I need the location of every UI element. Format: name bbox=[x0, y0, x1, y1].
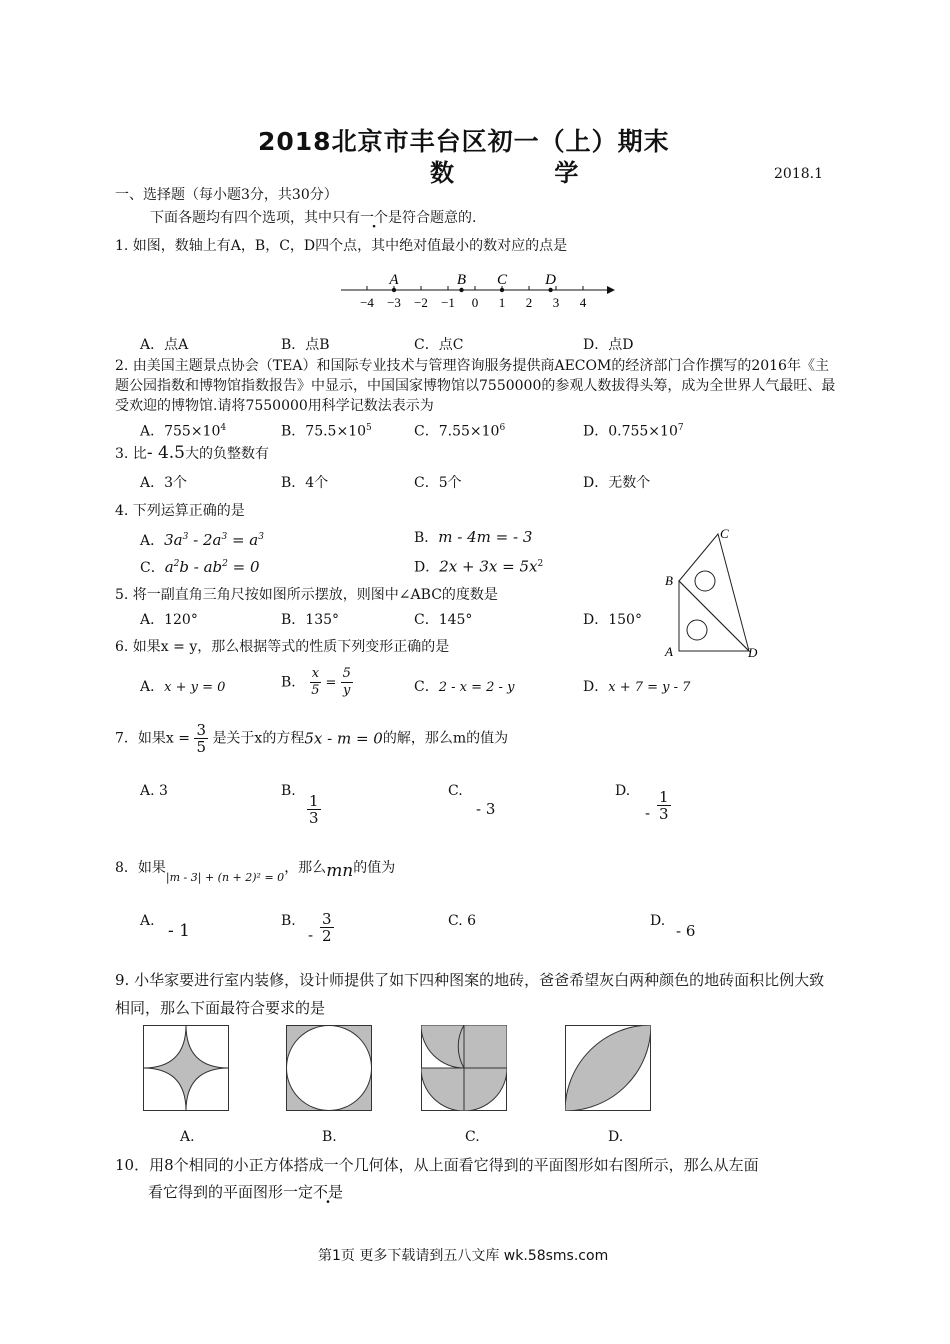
q3-option-d: D．无数个 bbox=[583, 475, 651, 491]
intro-pre: 下面各题均有四个选项，其中只有 bbox=[150, 210, 360, 226]
axis-tick-label: 2 bbox=[525, 295, 533, 310]
q5-option-c: C．145° bbox=[414, 612, 473, 628]
axis-point-d bbox=[548, 288, 552, 292]
axis-point-label: A bbox=[389, 272, 399, 288]
q2-option-c: C．$7.55\times 10^6$ bbox=[414, 423, 506, 440]
q4-expr-c: $a^2b - ab^2 = 0$ bbox=[164, 558, 260, 576]
axis-tick-label: 1 bbox=[498, 295, 506, 310]
axis-point-c bbox=[500, 288, 504, 292]
q6-option-d: D．x + 7 = y - 7 bbox=[583, 679, 691, 695]
axis-tick-label: −2 bbox=[414, 295, 428, 310]
q4-stem: 4. 下列运算正确的是 bbox=[115, 503, 245, 519]
q4-option-c: C．$a^2b - ab^2 = 0$ bbox=[140, 558, 260, 576]
label-b: B bbox=[665, 573, 673, 588]
exam-date: 2018.1 bbox=[774, 166, 823, 182]
q2-option-d: D．$0.755\times 10^7$ bbox=[583, 423, 684, 440]
q8-option-d: D. - 6 bbox=[650, 913, 696, 940]
q5-option-a: A．120° bbox=[140, 612, 198, 628]
axis-arrow-icon bbox=[607, 286, 615, 294]
q7-option-b: B. $\frac{1}{3}$ bbox=[281, 783, 319, 827]
q1-stem: 1. 如图，数轴上有A，B，C，D四个点，其中绝对值最小的数对应的点是 bbox=[115, 238, 568, 254]
page-title: 2018北京市丰台区初一（上）期末 bbox=[258, 127, 670, 156]
q9-label-b: B. bbox=[322, 1129, 337, 1145]
q6-stem: 6. 如果x = y，那么根据等式的性质下列变形正确的是 bbox=[115, 639, 450, 655]
q1-option-d: D．点D bbox=[583, 337, 634, 353]
axis-point-label: B bbox=[456, 272, 467, 288]
q9-label-a: A. bbox=[180, 1129, 195, 1145]
page-footer: 第1页 更多下载请到五八文库 wk.58sms.com bbox=[318, 1248, 609, 1264]
axis-tick-label: −1 bbox=[441, 295, 455, 310]
q6-option-a: A．x + y = 0 bbox=[140, 679, 226, 695]
q2-stem: 2. 由美国主题景点协会（TEA）和国际专业技术与管理咨询服务提供商AECOM的经济部门合作撰写的2016年《主题公园指数和博物馆指数报告》中显示，中国国家博物馆以7550000的参观人数拔得头筹，成为全世界人气最旺、最受欢迎的博物馆.请将7550000用科学记数法表示为 bbox=[115, 358, 836, 414]
axis-tick-label: −4 bbox=[360, 295, 374, 310]
q7-value-c: - 3 bbox=[476, 800, 496, 818]
q4-expr-b: m - 4m = - 3 bbox=[438, 528, 533, 546]
q4-option-d: D．$2x + 3x = 5x^2$ bbox=[414, 557, 544, 576]
section-heading: 一、选择题（每小题3分，共30分） bbox=[115, 187, 338, 203]
axis-tick-label: 4 bbox=[579, 295, 587, 310]
q4-expr-a: $3a^3 - 2a^3 = a^3$ bbox=[164, 531, 264, 549]
q3-option-c: C．5个 bbox=[414, 475, 462, 491]
axis-point-a bbox=[392, 288, 396, 292]
axis-point-label: D bbox=[545, 272, 557, 288]
q10-emphasis: 不是 bbox=[313, 1183, 344, 1201]
axis-tick-label: −3 bbox=[387, 295, 401, 310]
axis-tick-label: 0 bbox=[471, 295, 479, 310]
q8-value-d: - 6 bbox=[676, 922, 696, 940]
q8-value-a: - 1 bbox=[168, 921, 190, 941]
q3-stem: 3. 比- 4.5大的负整数有 bbox=[115, 443, 269, 463]
q4-option-a: A．$3a^3 - 2a^3 = a^3$ bbox=[140, 531, 264, 549]
q9-tile-d bbox=[565, 1025, 651, 1111]
axis-point-b bbox=[459, 288, 463, 292]
q3-option-b: B．4个 bbox=[281, 475, 329, 491]
q8-expression: |m - 3| + (n + 2)² = 0 bbox=[165, 871, 285, 884]
q5-option-d: D．150° bbox=[583, 612, 642, 628]
q2-option-a: A．$755\times 10^4$ bbox=[140, 423, 227, 440]
q5-option-b: B．135° bbox=[281, 612, 340, 628]
q8-option-c: C. 6 bbox=[448, 913, 477, 929]
q8-option-a: A. - 1 bbox=[140, 913, 190, 941]
q3-option-a: A．3个 bbox=[140, 475, 188, 491]
q7-option-d: D. - $\frac{1}{3}$ bbox=[615, 783, 669, 823]
subject-title: 数 学 bbox=[430, 159, 625, 187]
q8-mn: mn bbox=[326, 861, 354, 881]
q5-stem: 5. 将一副直角三角尺按如图所示摆放，则图中∠ABC的度数是 bbox=[115, 587, 498, 603]
q10-stem-line2: 看它得到的平面图形一定不是 bbox=[148, 1183, 344, 1201]
q7-option-c: C. - 3 bbox=[448, 783, 496, 818]
label-c: C bbox=[720, 526, 729, 541]
q8-stem: 8．如果$_{|m - 3| + (n + 2)^2 = 0}$，那么mn的值为 bbox=[115, 860, 396, 884]
q6-expr-a: x + y = 0 bbox=[164, 680, 226, 695]
q6-option-c: C．2 - x = 2 - y bbox=[414, 679, 515, 695]
intro-emphasis: 一个 bbox=[360, 210, 388, 226]
q7-fraction: $\frac{3}{5}$ bbox=[196, 721, 206, 756]
q8-option-b: B. - $\frac{3}{2}$ bbox=[281, 910, 332, 945]
q3-value: - 4.5 bbox=[146, 443, 185, 463]
q7-equation: 5x - m = 0 bbox=[304, 729, 383, 748]
q9-label-c: C. bbox=[465, 1129, 480, 1145]
q9-tile-a bbox=[143, 1025, 229, 1111]
section-intro bbox=[150, 208, 476, 228]
q10-stem-line1: 10．用8个相同的小正方体搭成一个几何体，从上面看它得到的平面图形如右图所示，那么从左面 bbox=[115, 1156, 759, 1174]
q1-option-a: A．点A bbox=[140, 337, 189, 353]
q7-option-a: A. 3 bbox=[140, 783, 168, 799]
q5-triangles-figure bbox=[660, 522, 765, 662]
q4-option-b: B．m - 4m = - 3 bbox=[414, 528, 533, 546]
q6-expr-d: x + 7 = y - 7 bbox=[608, 680, 691, 695]
intro-post: 是符合题意的. bbox=[388, 210, 477, 226]
q9-tile-c bbox=[421, 1025, 507, 1111]
q9-stem: 9. 小华家要进行室内装修，设计师提供了如下四种图案的地砖，爸爸希望灰白两种颜色的地砖面积比例大致相同，那么下面最符合要求的是 bbox=[115, 971, 825, 1017]
q4-expr-d: 2x + 3x = 5x bbox=[439, 557, 538, 576]
q1-option-b: B．点B bbox=[281, 337, 330, 353]
label-d: D bbox=[748, 645, 758, 660]
triangle-bcd bbox=[679, 534, 749, 651]
label-a: A bbox=[665, 644, 673, 659]
q1-option-c: C．点C bbox=[414, 337, 464, 353]
q9-label-d: D. bbox=[608, 1129, 624, 1145]
q1-number-line bbox=[335, 266, 615, 314]
q6-option-b: B． $\frac{x}{5}$ = $\frac{5}{y}$ bbox=[281, 666, 351, 698]
q7-stem: 7．如果x = $\frac{3}{5}$ 是关于x的方程5x - m = 0的解，那么m的值为 bbox=[115, 721, 509, 756]
axis-tick-label: 3 bbox=[552, 295, 560, 310]
triangle-abd bbox=[679, 581, 749, 651]
q2-option-b: B．$75.5\times 10^5$ bbox=[281, 423, 372, 440]
q6-expr-c: 2 - x = 2 - y bbox=[438, 680, 515, 695]
q9-tile-b bbox=[286, 1025, 372, 1111]
axis-point-label: C bbox=[496, 272, 508, 288]
